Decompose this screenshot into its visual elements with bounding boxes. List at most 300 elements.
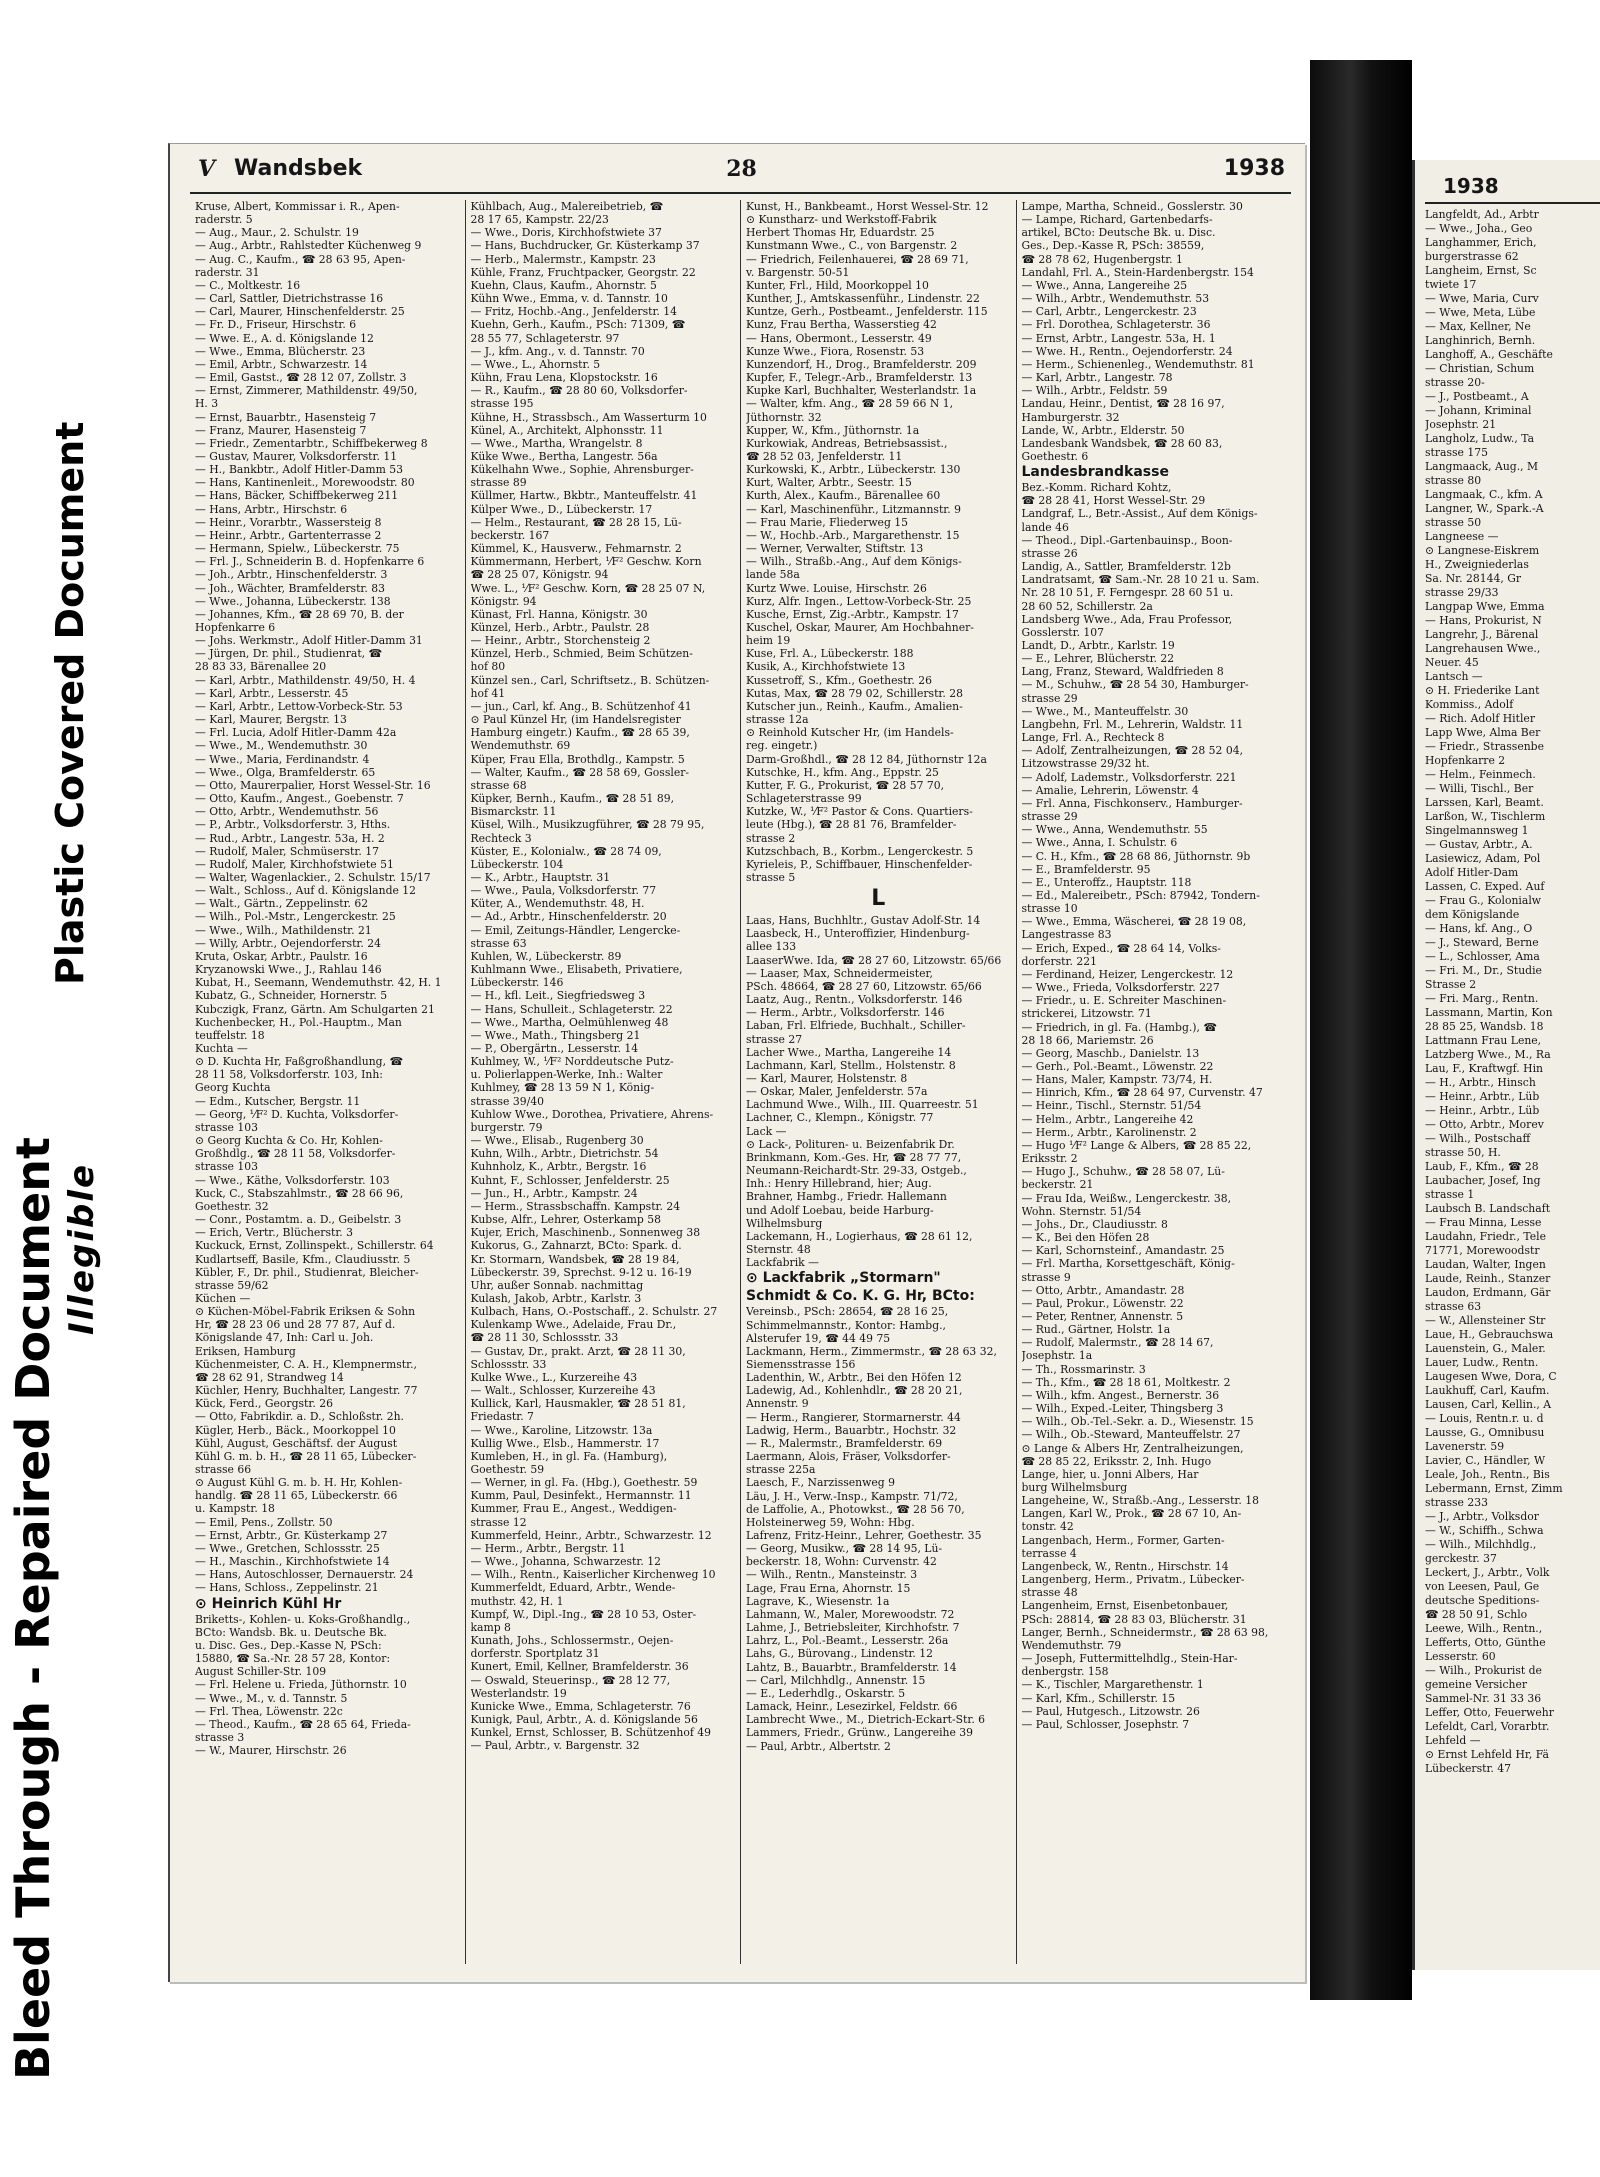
directory-entry-line: Lahs, G., Bürovang., Lindenstr. 12	[746, 1647, 934, 1661]
directory-entry-line: — Hans, Arbtr., Hirschstr. 6	[195, 502, 348, 516]
facing-entry-line: Langmaak, C., kfm. A	[1425, 488, 1543, 501]
directory-entry-line: — Johs. Werkmstr., Adolf Hitler-Damm 31	[195, 634, 423, 648]
directory-entry-line: — Herm., Arbtr., Bergstr. 11	[470, 1541, 626, 1555]
directory-entry-line: — Frl. Thea, Löwenstr. 22c	[195, 1704, 343, 1718]
directory-entry-line: — Th., Kfm., ☎ 28 18 61, Moltkestr. 2	[1021, 1375, 1231, 1389]
facing-entry-line: — Gustav, Arbtr., A.	[1425, 838, 1533, 851]
directory-entry-line: — Wilh., kfm. Angest., Bernerstr. 36	[1021, 1388, 1220, 1402]
directory-entry-line: Kutzke, W., ⅟F² Pastor & Cons. Quartiers-	[746, 805, 973, 819]
directory-entry-line: — Laaser, Max, Schneidermeister,	[746, 966, 933, 980]
directory-entry-line: Jüthornstr. 32	[746, 410, 822, 424]
directory-entry-line: Kühle, Franz, Fruchtpacker, Georgstr. 22	[470, 265, 696, 279]
directory-entry-line: Kumm, Paul, Desinfekt., Hermannstr. 11	[470, 1489, 692, 1503]
directory-entry-line: — Karl, Kfm., Schillerstr. 15	[1021, 1691, 1176, 1705]
facing-entry-line: Laudan, Walter, Ingen	[1425, 1258, 1546, 1271]
directory-entry-line: Kuschel, Oskar, Maurer, Am Hochbahner-	[746, 621, 974, 634]
directory-entry-line: Kühl, August, Geschäftsf. der August	[195, 1436, 398, 1450]
directory-entry-line: — Hans, Bäcker, Schiffbekerweg 211	[195, 489, 399, 503]
directory-entry-line: — Hans, Maler, Kampstr. 73/74, H.	[1021, 1073, 1213, 1087]
directory-entry-line: — Franz, Maurer, Hasensteig 7	[195, 423, 367, 437]
directory-entry-line: Wendemuthstr. 69	[470, 739, 571, 753]
directory-entry-line: — Wwe., Anna, I. Schulstr. 6	[1021, 836, 1178, 850]
directory-entry-line: allee 133	[746, 940, 797, 954]
directory-entry-line: raderstr. 31	[195, 265, 260, 279]
directory-entry-line: ⊙ Küchen-Möbel-Fabrik Eriksen & Sohn	[195, 1305, 416, 1319]
directory-entry-line: — E., Bramfelderstr. 95	[1021, 862, 1151, 876]
directory-entry-line: Kutscher jun., Reinh., Kaufm., Amalien-	[746, 699, 963, 713]
directory-entry-line: — Hugo ⅟F² Lange & Albers, ☎ 28 85 22,	[1021, 1138, 1252, 1152]
directory-entry-line: — Otto, Arbtr., Wendemuthstr. 56	[195, 805, 379, 819]
facing-entry-line: — J., Arbtr., Volksdor	[1425, 1510, 1539, 1523]
facing-entry-line: Lassmann, Martin, Kon	[1425, 1006, 1553, 1019]
directory-entry-line: 28 11 58, Volksdorferstr. 103, Inh:	[195, 1068, 383, 1082]
directory-entry-line: Lagrave, K., Wiesenstr. 1a	[746, 1594, 890, 1608]
banner-text-bleed-through: Bleed Through - Repaired Document	[6, 1137, 60, 2080]
directory-entry-line: Kunz, Frau Bertha, Wasserstieg 42	[746, 318, 937, 332]
directory-entry-line: — Gustav, Maurer, Volksdorferstr. 11	[195, 449, 398, 463]
directory-entry-line: Hr, ☎ 28 23 06 und 28 77 87, Auf d.	[195, 1318, 396, 1332]
facing-entry-line: Langrehausen Wwe.,	[1425, 642, 1541, 655]
facing-entry-line: — J., Steward, Berne	[1425, 936, 1539, 949]
facing-entry-line: — Fri. M., Dr., Studie	[1425, 964, 1542, 977]
directory-entry-line: Hamburgerstr. 32	[1021, 410, 1120, 424]
directory-entry-line: — Hermann, Spielw., Lübeckerstr. 75	[195, 542, 400, 556]
directory-entry-line: Litzowstrasse 29/32 ht.	[1021, 757, 1150, 771]
facing-entry-line: 71771, Morewoodstr	[1425, 1244, 1540, 1257]
facing-entry-line: — H., Arbtr., Hinsch	[1425, 1076, 1536, 1089]
directory-entry-line: Kurkowiak, Andreas, Betriebsassist.,	[746, 436, 948, 450]
directory-entry-line: reg. eingetr.)	[746, 739, 818, 753]
directory-entry-line: — Rudolf, Malermstr., ☎ 28 14 67,	[1021, 1336, 1214, 1350]
directory-entry-line: — Wilh., Ob.-Tel.-Sekr. a. D., Wiesenstr. 15	[1021, 1415, 1254, 1429]
page-number: 28	[726, 156, 757, 182]
directory-entry-line: — Georg, Musikw., ☎ 28 14 95, Lü-	[746, 1542, 943, 1556]
directory-entry-line: — Frau Marie, Fliederweg 15	[746, 515, 909, 529]
directory-entry-line: Langenbeck, W., Rentn., Hirschstr. 14	[1021, 1559, 1229, 1573]
facing-entry-line: Langheim, Ernst, Sc	[1425, 264, 1537, 277]
facing-entry-line: strasse 50, H.	[1425, 1146, 1501, 1159]
directory-entry-line: — Wwe., Martha, Oelmühlenweg 48	[470, 1015, 669, 1029]
directory-entry-line: — Adolf, Zentralheizungen, ☎ 28 52 04,	[1021, 744, 1244, 758]
directory-entry-line: — Paul, Arbtr., Albertstr. 2	[746, 1739, 891, 1753]
directory-entry-line: strasse 26	[1021, 546, 1078, 560]
facing-entry-line: — L., Schlosser, Ama	[1425, 950, 1540, 963]
directory-entry-line: — Hans, Kantinenleit., Morewoodstr. 80	[195, 476, 415, 490]
directory-entry-line: Kühlbach, Aug., Malereibetrieb, ☎	[470, 200, 664, 213]
directory-entry-line: Kukorus, G., Zahnarzt, BCto: Spark. d.	[470, 1239, 682, 1253]
directory-entry-line: 28 17 65, Kampstr. 22/23	[470, 213, 609, 227]
directory-entry-line: Küter, A., Wendemuthstr. 48, H.	[470, 897, 645, 911]
directory-entry-line: Langer, Bernh., Schneidermstr., ☎ 28 63 98,	[1021, 1625, 1269, 1639]
section-roman: V	[198, 156, 216, 182]
directory-entry-line: August Schiller-Str. 109	[195, 1665, 327, 1679]
directory-entry-line: Kurt, Walter, Arbtr., Seestr. 15	[746, 476, 912, 490]
facing-entry-line: Lefferts, Otto, Günthe	[1425, 1636, 1546, 1649]
directory-entry-line: strasse 29	[1021, 691, 1078, 705]
directory-entry-line: Langbehn, Frl. M., Lehrerin, Waldstr. 11	[1021, 717, 1244, 731]
directory-entry-line: — Wwe., M., Manteuffelstr. 30	[1021, 704, 1189, 718]
directory-entry-line: de Laffolie, A., Photowkst., ☎ 28 56 70,	[746, 1502, 965, 1516]
directory-entry-line: Schlageterstrasse 99	[746, 792, 862, 806]
facing-header-rule	[1425, 202, 1600, 204]
directory-entry-line: Briketts-, Kohlen- u. Koks-Großhandlg.,	[195, 1612, 411, 1626]
directory-entry-line: — Hugo J., Schuhw., ☎ 28 58 07, Lü-	[1021, 1165, 1225, 1179]
directory-entry-line: strasse 68	[470, 778, 527, 792]
facing-entry-line: — Christian, Schum	[1425, 362, 1535, 375]
directory-entry-line: Künzel, Herb., Arbtr., Paulstr. 28	[470, 621, 650, 634]
directory-entry-line: — Oskar, Maler, Jenfelderstr. 57a	[746, 1085, 928, 1099]
facing-entry-line: Neuer. 45	[1425, 656, 1479, 669]
directory-entry-line: — H., Bankbtr., Adolf Hitler-Damm 53	[195, 463, 404, 477]
directory-entry-line: strasse 63	[470, 936, 527, 950]
facing-entry-line: gemeine Versicher	[1425, 1678, 1528, 1691]
directory-entry-line: Kurtz Wwe. Louise, Hirschstr. 26	[746, 581, 927, 595]
facing-entry-line: Leffer, Otto, Feuerwehr	[1425, 1706, 1554, 1719]
directory-entry-line: Kuehn, Claus, Kaufm., Ahornstr. 5	[470, 278, 657, 292]
facing-entry-line: strasse 233	[1425, 1496, 1488, 1509]
facing-entry-line: Sa. Nr. 28144, Gr	[1425, 572, 1521, 585]
directory-entry-line: Herbert Thomas Hr, Eduardstr. 25	[746, 226, 935, 240]
facing-entry-line: Adolf Hitler-Dam	[1425, 866, 1519, 879]
directory-entry-line: 28 55 77, Schlageterstr. 97	[470, 331, 620, 345]
directory-entry-line: — E., Unteroffz., Hauptstr. 118	[1021, 875, 1192, 889]
directory-entry-line: Kunicke Wwe., Emma, Schlageterstr. 76	[470, 1699, 691, 1713]
facing-entry-line: Langfeldt, Ad., Arbtr	[1425, 208, 1539, 221]
directory-entry-line: — Walter, kfm. Ang., ☎ 28 59 66 N 1,	[746, 397, 954, 411]
directory-entry-line: — Friedrich, in gl. Fa. (Hambg.), ☎	[1021, 1020, 1217, 1034]
directory-entry-line: Lahrz, L., Pol.-Beamt., Lesserstr. 26a	[746, 1634, 949, 1648]
directory-entry-line: strasse 89	[470, 476, 527, 490]
directory-entry-line: ⊙ Georg Kuchta & Co. Hr, Kohlen-	[195, 1134, 383, 1148]
directory-entry-line: hof 80	[470, 660, 506, 674]
directory-entry-line: dorferstr. 221	[1021, 954, 1097, 968]
directory-entry-line: — Wwe., Emma, Blücherstr. 23	[195, 344, 366, 358]
facing-entry-line: Josephstr. 21	[1425, 418, 1497, 431]
directory-entry-line: Kummer, Frau E., Angest., Weddigen-	[470, 1502, 677, 1516]
directory-entry-line: Kussetroff, S., Kfm., Goethestr. 26	[746, 673, 932, 687]
directory-entry-line: Eriksen, Hamburg	[195, 1344, 296, 1358]
directory-entry-line: — Peter, Rentner, Annenstr. 5	[1021, 1309, 1184, 1323]
directory-entry-line: — Herm., Schienenleg., Wendemuthstr. 81	[1021, 357, 1255, 371]
directory-entry-line: Kusik, A., Kirchhofstwiete 13	[746, 660, 906, 674]
directory-entry-line: Lage, Frau Erna, Ahornstr. 15	[746, 1581, 911, 1595]
directory-entry-line: — Friedr., u. E. Schreiter Maschinen-	[1021, 994, 1227, 1008]
directory-entry-line: — Wilh., Rentn., Kaiserlicher Kirchenweg 10	[470, 1568, 716, 1582]
directory-entry-line: Läu, J. H., Verw.-Insp., Kampstr. 71/72,	[746, 1489, 958, 1503]
directory-entry-line: Langenberg, Herm., Privatm., Lübecker-	[1021, 1573, 1245, 1587]
directory-entry-line: PSch. 48664, ☎ 28 27 60, Litzowstr. 65/66	[746, 979, 982, 993]
directory-entry-line: — Wwe., Johanna, Lübeckerstr. 138	[195, 594, 391, 608]
directory-entry-line: — Carl, Arbtr., Lengerckestr. 23	[1021, 305, 1197, 319]
facing-entry-line: ⊙ H. Friederike Lant	[1425, 684, 1540, 697]
directory-entry-line: Kühn Wwe., Emma, v. d. Tannstr. 10	[470, 292, 668, 306]
facing-entry-line: H., Zweigniederlas	[1425, 558, 1529, 571]
directory-entry-line: hof 41	[470, 686, 506, 700]
directory-entry-line: — Karl, Arbtr., Langestr. 78	[1021, 371, 1173, 385]
directory-entry-line: Darm-Großhdl., ☎ 28 12 84, Jüthornstr 12a	[746, 752, 987, 766]
directory-entry-line: Kupper, W., Kfm., Jüthornstr. 1a	[746, 423, 920, 437]
directory-entry-line: Kuhlow Wwe., Dorothea, Privatiere, Ahrens-	[470, 1107, 714, 1121]
directory-entry-line: Kuhlmey, ☎ 28 13 59 N 1, König-	[470, 1081, 655, 1095]
directory-entry-line: ☎ 28 52 03, Jenfelderstr. 11	[746, 449, 903, 463]
directory-entry-line: Kunath, Johs., Schlossermstr., Oejen-	[470, 1634, 674, 1648]
directory-entry-line: — Herm., Strassbschaffn. Kampstr. 24	[470, 1199, 681, 1213]
directory-entry-line: Lafrenz, Fritz-Heinr., Lehrer, Goethestr. 35	[746, 1529, 982, 1542]
directory-entry-line: Bez.-Komm. Richard Kohtz,	[1021, 481, 1172, 495]
directory-entry-line: Lübeckerstr. 39, Sprechst. 9-12 u. 16-19	[470, 1265, 692, 1279]
directory-entry-line: — Otto, Fabrikdir. a. D., Schloßstr. 2h.	[195, 1410, 404, 1424]
directory-entry-line: Kunkel, Ernst, Schlosser, B. Schützenhof 49	[470, 1726, 712, 1740]
directory-entry-line: — Wilh., Arbtr., Wendemuthstr. 53	[1021, 292, 1210, 306]
film-banner	[0, 0, 130, 2177]
directory-entry-line: Kulash, Jakob, Arbtr., Karlstr. 3	[470, 1291, 642, 1305]
facing-entry-line: Laubacher, Josef, Ing	[1425, 1174, 1541, 1187]
directory-entry-line: strasse 2	[746, 831, 796, 845]
directory-entry-line: ⊙ Reinhold Kutscher Hr, (im Handels-	[746, 726, 954, 740]
directory-entry-line: — Gustav, Dr., prakt. Arzt, ☎ 28 11 30,	[470, 1344, 686, 1358]
directory-entry-line: Kühne, H., Strassbsch., Am Wasserturm 10	[470, 410, 707, 424]
facing-entry-line: Laugesen Wwe, Dora, C	[1425, 1370, 1557, 1383]
facing-entry-line: — Wilh., Postschaff	[1425, 1132, 1531, 1145]
directory-entry-line: Wohn. Sternstr. 51/54	[1021, 1204, 1142, 1218]
directory-entry-line: Kuhnt, F., Schlosser, Jenfelderstr. 25	[470, 1173, 670, 1187]
facing-entry-line: von Leesen, Paul, Ge	[1425, 1580, 1540, 1593]
facing-entry-line: — Johann, Kriminal	[1425, 404, 1532, 417]
facing-entry-line: strasse 20-	[1425, 376, 1485, 389]
directory-entry-line: Kunst, H., Bankbeamt., Horst Wessel-Str. 12	[746, 200, 989, 213]
directory-entry-line: — Johs., Dr., Claudiusstr. 8	[1021, 1217, 1168, 1231]
facing-entry-line: — Louis, Rentn.r. u. d	[1425, 1412, 1544, 1425]
directory-entry-line: Ladewig, Ad., Kohlenhdlr., ☎ 28 20 21,	[746, 1384, 963, 1398]
directory-entry-line: Kümmermann, Herbert, ⅟F² Geschw. Korn	[470, 555, 702, 569]
directory-entry-line: Goethestr. 32	[195, 1199, 269, 1213]
facing-entry-line: — Wwe, Meta, Lübe	[1425, 306, 1536, 319]
directory-entry-line: Künzel sen., Carl, Schriftsetz., B. Schützen-	[470, 673, 710, 687]
facing-entry-line: — Rich. Adolf Hitler	[1425, 712, 1535, 725]
directory-entry-line: Kurkowski, K., Arbtr., Lübeckerstr. 130	[746, 463, 961, 477]
directory-entry-line: — Hans, Buchdrucker, Gr. Küsterkamp 37	[470, 239, 700, 253]
facing-entry-line: Larßon, W., Tischlerm	[1425, 810, 1546, 823]
facing-entry-line: — Friedr., Strassenbe	[1425, 740, 1544, 753]
directory-entry-line: Goethestr. 59	[470, 1463, 545, 1476]
directory-entry-line: Brinkmann, Kom.-Ges. Hr, ☎ 28 77 77,	[746, 1150, 962, 1164]
directory-entry-line: — Wwe., Karoline, Litzowstr. 13a	[470, 1423, 653, 1437]
directory-entry-line: — Heinr., Tischl., Sternstr. 51/54	[1021, 1099, 1202, 1113]
directory-entry-line: — K., Arbtr., Hauptstr. 31	[470, 870, 611, 884]
directory-entry-line: — Rudolf, Maler, Schmüserstr. 17	[195, 844, 379, 858]
directory-entry-line: Kurz, Alfr. Ingen., Lettow-Vorbeck-Str. 25	[746, 594, 972, 608]
facing-entry-line: ⊙ Langnese-Eiskrem	[1425, 544, 1540, 557]
directory-entry-line: Kunther, J., Amtskassenführ., Lindenstr. 22	[746, 292, 980, 306]
directory-entry-line: — Friedrich, Feilenhauerei, ☎ 28 69 71,	[746, 252, 969, 266]
facing-entry-line: Langrehr, J., Bärenal	[1425, 628, 1539, 641]
directory-entry-line: — Wwe., M., Wendemuthstr. 30	[195, 739, 368, 753]
facing-entry-line: Lehfeld —	[1425, 1734, 1481, 1747]
directory-entry-line: — Wwe., Emma, Wäscherei, ☎ 28 19 08,	[1021, 915, 1247, 929]
directory-entry-line: — H., Maschin., Kirchhofstwiete 14	[195, 1555, 390, 1569]
directory-entry-line: strasse 225a	[746, 1463, 816, 1477]
directory-entry-line: Lamack, Heinr., Lesezirkel, Feldstr. 66	[746, 1700, 958, 1714]
directory-page	[168, 143, 1305, 1982]
directory-entry-line: — W., Hochb.-Arb., Margarethenstr. 15	[746, 528, 960, 542]
directory-entry-line: — Wwe., Math., Thingsberg 21	[470, 1028, 641, 1042]
directory-entry-line: — Wwe., Wilh., Mathildenstr. 21	[195, 923, 372, 937]
facing-entry-line: Langmaack, Aug., M	[1425, 460, 1539, 473]
directory-entry-line: — Joseph, Futtermittelhdlg., Stein-Har-	[1021, 1652, 1238, 1666]
directory-entry-line: strasse 5	[746, 870, 796, 884]
facing-entry-line: Langhammer, Erich,	[1425, 236, 1537, 249]
directory-entry-line: — Werner, in gl. Fa. (Hbg.), Goethestr. 59	[470, 1476, 698, 1490]
directory-entry-line: Lammers, Friedr., Grünw., Langereihe 39	[746, 1726, 974, 1740]
directory-entry-line: — Aug., Maur., 2. Schulstr. 19	[195, 226, 359, 240]
facing-entry-line: strasse 29/33	[1425, 586, 1499, 599]
facing-entry-line: — Wilh., Milchhdlg.,	[1425, 1538, 1537, 1551]
directory-entry-line: Küchler, Henry, Buchhalter, Langestr. 77	[195, 1384, 418, 1398]
directory-entry-line: — Wwe., Anna, Wendemuthstr. 55	[1021, 823, 1208, 837]
directory-entry-line: — Wilh., Pol.-Mstr., Lengerckestr. 25	[195, 910, 396, 924]
directory-entry-line: Kupfer, F., Telegr.-Arb., Bramfelderstr. 13	[746, 371, 973, 385]
directory-entry-line: ⊙ Lange & Albers Hr, Zentralheizungen,	[1021, 1441, 1244, 1455]
directory-entry-line: — Walter, Wagenlackier., 2. Schulstr. 15/17	[195, 870, 431, 884]
directory-entry-line: strasse 12	[470, 1515, 527, 1529]
directory-entry-line: — Wilh., Straßb.-Ang., Auf dem Königs-	[746, 555, 962, 569]
directory-entry-line: Kutschke, H., kfm. Ang., Eppstr. 25	[746, 765, 939, 779]
directory-entry-line: ⊙ Kunstharz- und Werkstoff-Fabrik	[746, 213, 937, 227]
directory-entry-line: beckerstr. 18, Wohn: Curvenstr. 42	[746, 1555, 937, 1569]
directory-entry-line: strickerei, Litzowstr. 71	[1021, 1007, 1152, 1021]
directory-entry-line: — Wilh., Rentn., Mansteinstr. 3	[746, 1568, 918, 1582]
directory-entry-line: Kutzschbach, B., Korbm., Lengerckestr. 5	[746, 844, 974, 858]
facing-entry-line: gerckestr. 37	[1425, 1552, 1497, 1565]
directory-entry-line: Landratsamt, ☎ Sam.-Nr. 28 10 21 u. Sam.	[1021, 573, 1260, 587]
directory-entry-line: 28 60 52, Schillerstr. 2a	[1021, 599, 1153, 613]
directory-entry-line: — Hans, Schulleit., Schlageterstr. 22	[470, 1002, 673, 1016]
facing-entry-line: Lapp Wwe, Alma Ber	[1425, 726, 1541, 739]
directory-entry-line: leute (Hbg.), ☎ 28 81 76, Bramfelder-	[746, 818, 957, 832]
directory-entry-line: — Adolf, Lademstr., Volksdorferstr. 221	[1021, 770, 1237, 784]
directory-entry-line: — P., Arbtr., Volksdorferstr. 3, Hths.	[195, 818, 391, 832]
directory-entry-line: — Wwe., Maria, Ferdinandstr. 4	[195, 752, 370, 766]
directory-entry-line: Laas, Hans, Buchhltr., Gustav Adolf-Str. 14	[746, 914, 981, 928]
directory-entry-line: — R., Kaufm., ☎ 28 80 60, Volksdorfer-	[470, 384, 688, 398]
facing-entry-line: Lavier, C., Händler, W	[1425, 1454, 1546, 1467]
directory-entry-line: — Emil, Gastst., ☎ 28 12 07, Zollstr. 3	[195, 371, 407, 385]
directory-entry-line: Friedastr. 7	[470, 1410, 534, 1424]
directory-entry-line: Kuckuck, Ernst, Zollinspekt., Schillerstr. 64	[195, 1239, 434, 1253]
directory-entry-line: strasse 48	[1021, 1586, 1078, 1600]
directory-entry-line: — Friedr., Zementarbtr., Schiffbekerweg 8	[195, 436, 428, 450]
directory-entry-line: — Herm., Arbtr., Volksdorferstr. 146	[746, 1006, 945, 1020]
directory-entry-line: strasse 195	[470, 397, 534, 411]
directory-entry-line: — Emil, Arbtr., Schwarzestr. 14	[195, 357, 368, 371]
facing-entry-line: Kommiss., Adolf	[1425, 698, 1514, 711]
directory-entry-line: L	[871, 886, 886, 912]
directory-entry-line: — Wwe., Elisab., Rugenberg 30	[470, 1134, 644, 1148]
directory-entry-line: — Aug. C., Kaufm., ☎ 28 63 95, Apen-	[195, 252, 406, 266]
column-1	[190, 200, 466, 1964]
directory-entry-line: Lachmann, Karl, Stellm., Holstenstr. 8	[746, 1058, 956, 1072]
directory-entry-line: Lübeckerstr. 146	[470, 976, 564, 990]
directory-entry-line: Schmidt & Co. K. G. Hr, BCto:	[746, 1288, 975, 1305]
directory-entry-line: Hamburg eingetr.) Kaufm., ☎ 28 65 39,	[470, 726, 690, 740]
directory-entry-line: — J., kfm. Ang., v. d. Tannstr. 70	[470, 344, 645, 358]
directory-entry-line: Lange, hier, u. Jonni Albers, Har	[1021, 1467, 1199, 1481]
directory-entry-line: Georg Kuchta	[195, 1081, 271, 1095]
directory-entry-line: heim 19	[746, 634, 791, 648]
directory-entry-line: strasse 29	[1021, 810, 1078, 824]
directory-entry-line: — Otto, Arbtr., Amandastr. 28	[1021, 1283, 1185, 1297]
directory-entry-line: — Frl. Lucia, Adolf Hitler-Damm 42a	[195, 726, 397, 740]
header-rule	[190, 192, 1291, 194]
directory-entry-line: Eriksstr. 2	[1021, 1152, 1078, 1166]
directory-entry-line: Kr. Stormarn, Wandsbek, ☎ 28 19 84,	[470, 1252, 680, 1266]
directory-entry-line: — Herm., Rangierer, Stormarnerstr. 44	[746, 1410, 961, 1424]
facing-entry-line: — Heinr., Arbtr., Lüb	[1425, 1104, 1540, 1117]
directory-entry-line: — Emil, Pens., Zollstr. 50	[195, 1515, 333, 1529]
facing-entry-line: Leckert, J., Arbtr., Volk	[1425, 1566, 1550, 1579]
directory-entry-line: Kujer, Erich, Maschinenb., Sonnenweg 38	[470, 1226, 701, 1240]
directory-entry-line: — Otto, Maurerpalier, Horst Wessel-Str. 16	[195, 778, 431, 792]
directory-entry-line: Lahme, J., Betriebsleiter, Kirchhofstr. 7	[746, 1621, 960, 1635]
directory-entry-line: — Paul, Prokur., Löwenstr. 22	[1021, 1296, 1184, 1310]
directory-entry-line: Küper, Frau Ella, Brothdlg., Kampstr. 5	[470, 752, 685, 766]
directory-entry-line: Langeheine, W., Straßb.-Ang., Lesserstr. 18	[1021, 1494, 1260, 1508]
directory-entry-line: Landau, Heinr., Dentist, ☎ 28 16 97,	[1021, 397, 1225, 411]
directory-entry-line: Lackemann, H., Logierhaus, ☎ 28 61 12,	[746, 1229, 973, 1243]
directory-entry-line: Kubczigk, Franz, Gärtn. Am Schulgarten 21	[195, 1002, 435, 1016]
directory-entry-line: Kulenkamp Wwe., Adelaide, Frau Dr.,	[470, 1318, 677, 1332]
facing-page	[1412, 160, 1600, 1970]
directory-entry-line: — H., kfl. Leit., Siegfriedsweg 3	[470, 989, 646, 1003]
directory-entry-line: Kuhlmann Wwe., Elisabeth, Privatiere,	[470, 963, 683, 977]
facing-entry-line: Lattmann Frau Lene,	[1425, 1034, 1542, 1047]
facing-entry-line: Laude, Reinh., Stanzer	[1425, 1272, 1551, 1285]
directory-entry-line: strasse 12a	[746, 713, 809, 727]
directory-entry-line: — Walt., Gärtn., Zeppelinstr. 62	[195, 897, 369, 911]
facing-page-year: 1938	[1443, 174, 1499, 198]
facing-entry-line: strasse 175	[1425, 446, 1488, 459]
directory-entry-line: — Frl. Martha, Korsettgeschäft, König-	[1021, 1257, 1235, 1271]
directory-entry-line: Kubatz, G., Schneider, Hornerstr. 5	[195, 989, 388, 1003]
directory-entry-line: — Wilh., Ob.-Steward, Manteuffelstr. 27	[1021, 1428, 1241, 1442]
facing-entry-line: — Otto, Arbtr., Morev	[1425, 1118, 1544, 1131]
directory-entry-line: Schlossstr. 33	[470, 1357, 547, 1371]
directory-entry-line: — Fritz, Hochb.-Ang., Jenfelderstr. 14	[470, 305, 678, 319]
directory-entry-line: — Ed., Malereibetr., PSch: 87942, Tondern-	[1021, 888, 1260, 902]
directory-entry-line: — Theod., Dipl.-Gartenbauinsp., Boon-	[1021, 533, 1233, 547]
directory-entry-line: — Theod., Kaufm., ☎ 28 65 64, Frieda-	[195, 1717, 411, 1731]
directory-entry-line: Laesch, F., Narzissenweg 9	[746, 1476, 895, 1490]
facing-entry-line: Lauer, Ludw., Rentn.	[1425, 1356, 1539, 1369]
directory-entry-line: Vereinsb., PSch: 28654, ☎ 28 16 25,	[746, 1305, 949, 1319]
facing-entry-line: ☎ 28 50 91, Schlo	[1425, 1608, 1528, 1621]
directory-entry-line: u. Disc. Ges., Dep.-Kasse N, PSch:	[195, 1638, 382, 1652]
directory-entry-line: — Joh., Wächter, Bramfelderstr. 83	[195, 581, 385, 595]
directory-entry-line: ☎ 28 85 22, Eriksstr. 2, Inh. Hugo	[1021, 1454, 1212, 1468]
directory-entry-line: — W., Maurer, Hirschstr. 26	[195, 1744, 347, 1758]
facing-entry-line: — Willi, Tischl., Ber	[1425, 782, 1534, 795]
directory-entry-line: ☎ 28 28 41, Horst Wessel-Str. 29	[1021, 494, 1206, 508]
directory-entry-line: Kunzendorf, H., Drog., Bramfelderstr. 209	[746, 357, 977, 371]
directory-entry-line: Landig, A., Sattler, Bramfelderstr. 12b	[1021, 560, 1231, 574]
directory-entry-line: — Walter, Kaufm., ☎ 28 58 69, Gossler-	[470, 765, 690, 779]
directory-entry-line: — Carl, Sattler, Dietrichstrasse 16	[195, 292, 384, 306]
directory-entry-line: Lange, Frl. A., Rechteck 8	[1021, 731, 1165, 745]
directory-entry-line: Neumann-Reichardt-Str. 29-33, Ostgeb.,	[746, 1164, 967, 1178]
directory-entry-line: beckerstr. 167	[470, 528, 550, 542]
directory-entry-line: Lahtz, B., Bauarbtr., Bramfelderstr. 14	[746, 1660, 957, 1674]
directory-entry-line: Kuntze, Gerh., Postbeamt., Jenfelderstr. 115	[746, 305, 988, 319]
